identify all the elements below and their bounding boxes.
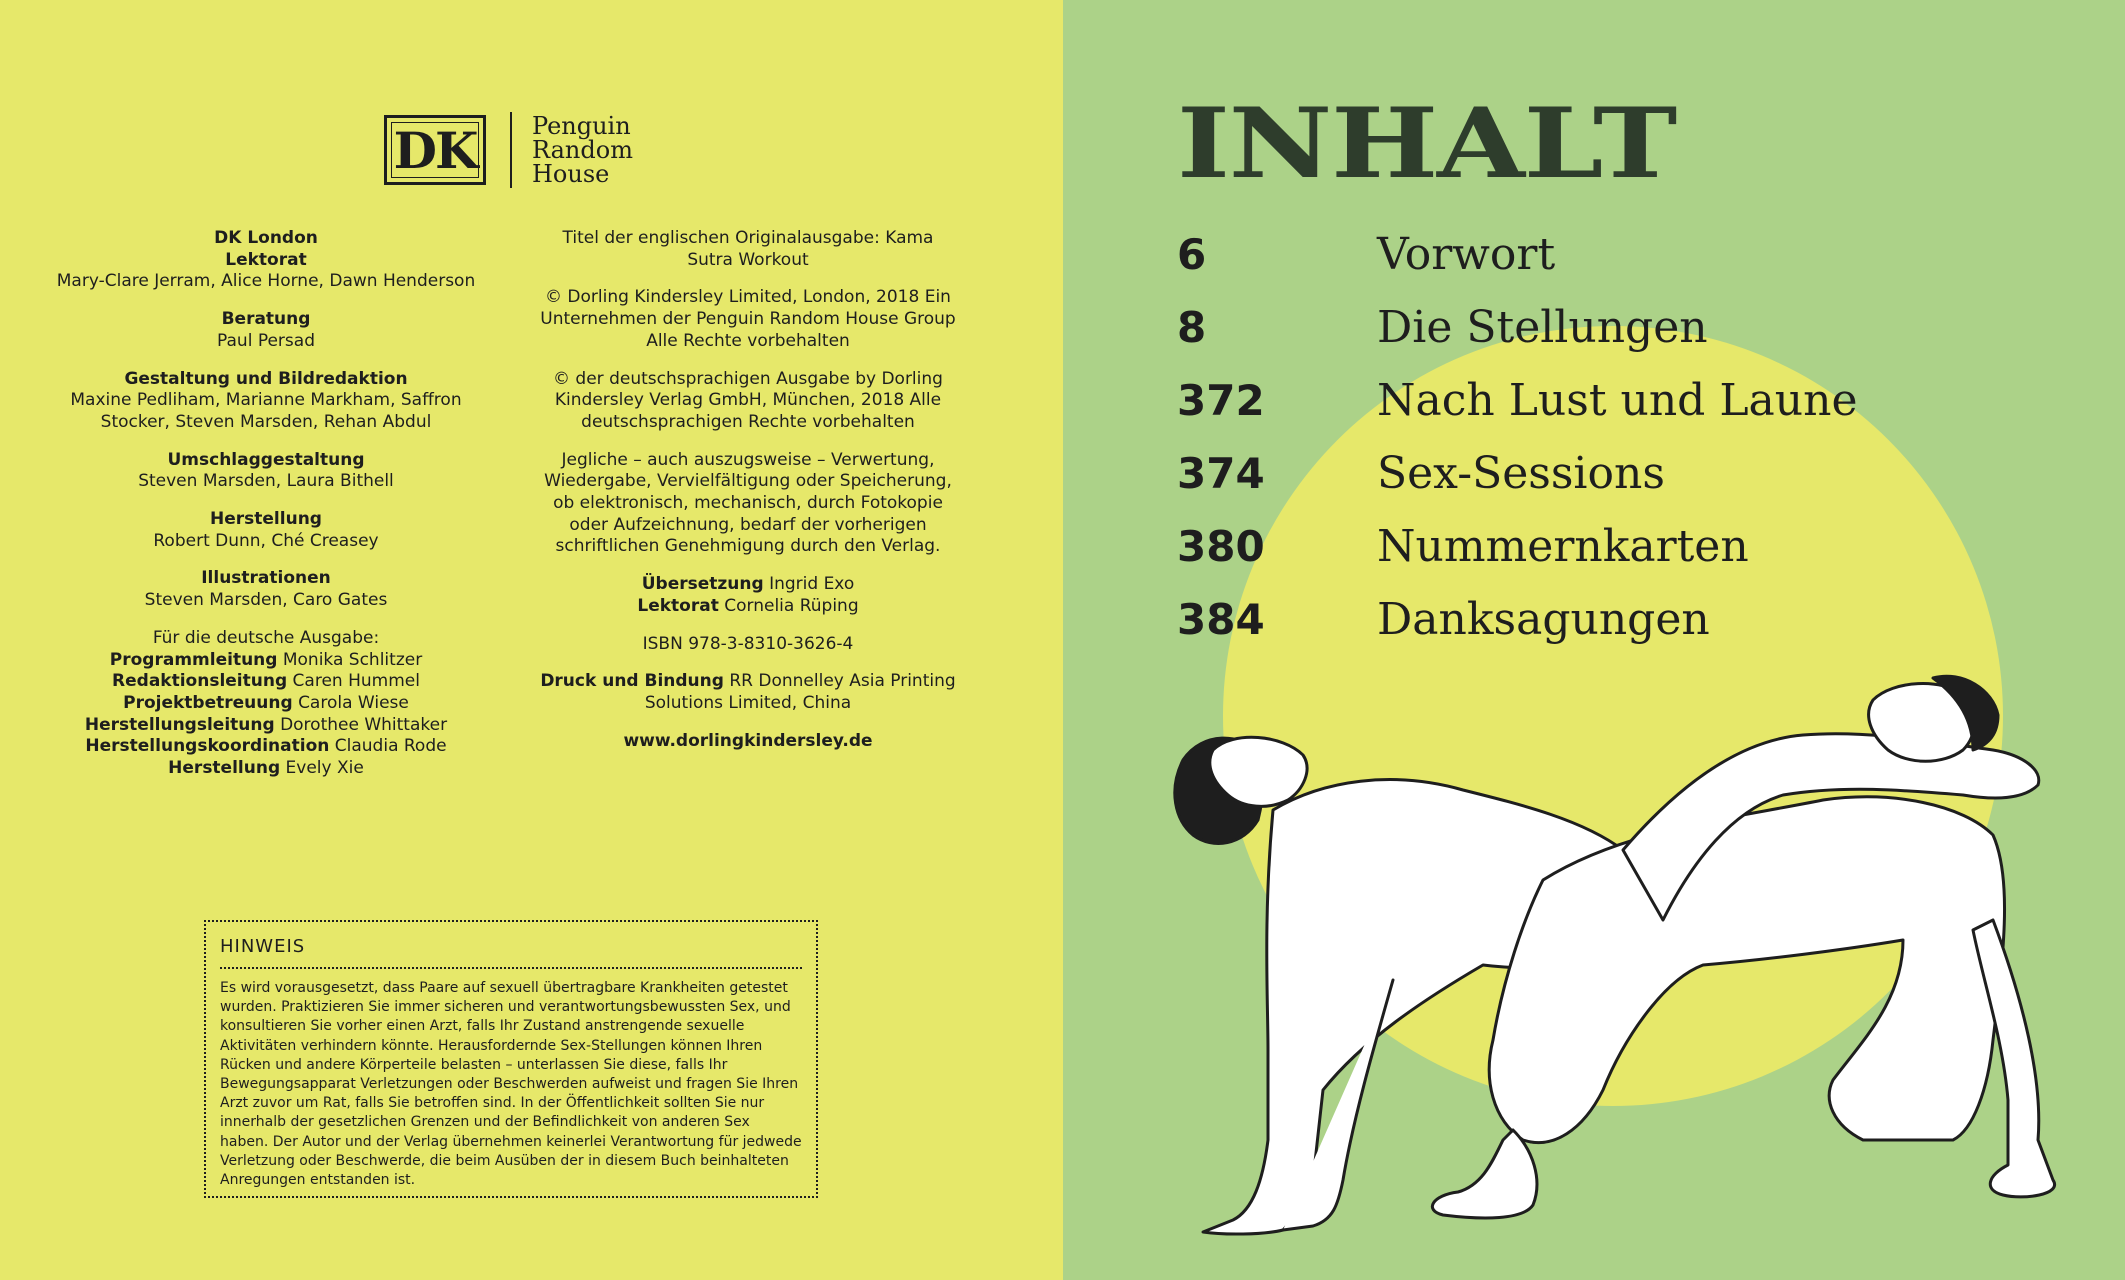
prh-line-2: Random (532, 136, 633, 164)
credit-line (50, 693, 482, 715)
isbn: ISBN 978-3-8310-3626-4 (642, 633, 854, 654)
penguin-random-house-wordmark (532, 114, 633, 186)
toc-page-number: 384 (1177, 595, 1265, 644)
credit-role: Übersetzung (641, 574, 764, 595)
credit-deutsche-ausgabe (50, 628, 482, 780)
credit-name: Claudia Rode (334, 736, 447, 757)
toc-label: Nach Lust und Laune (1377, 375, 1858, 426)
copyright-german: © der deutschsprachigen Ausgabe by Dorling Kindersley Verlag GmbH, München, 2018 Alle deutschsprachigen Rechte vorbehalten (553, 368, 943, 432)
copyright-english: © Dorling Kindersley Limited, London, 2018 Ein Unternehmen der Penguin Random House Group Alle Rechte vorbehalten (540, 287, 956, 351)
credit-dk-london (50, 228, 482, 293)
credit-line (50, 715, 482, 737)
credit-illustrationen (50, 568, 482, 611)
prh-line-1: Penguin (532, 112, 631, 140)
credit-line (50, 650, 482, 672)
printing-credit (538, 671, 958, 714)
credit-lektorat-label: Lektorat (225, 249, 307, 270)
toc-label: Sex-Sessions (1377, 448, 1665, 499)
credit-umschlag-names: Steven Marsden, Laura Bithell (138, 471, 394, 492)
credit-beratung-names: Paul Persad (217, 330, 315, 351)
credit-herstellung-label: Herstellung (210, 509, 322, 530)
credit-role: Programmleitung (109, 649, 278, 670)
toc-page-number: 374 (1177, 449, 1265, 498)
couple-illustration (1063, 620, 2125, 1280)
credit-role: Druck und Bindung (540, 671, 724, 692)
credit-herstellung (50, 509, 482, 552)
contents-title: INHALT (1177, 87, 1677, 200)
credit-line (538, 574, 958, 596)
right-page-contents (1063, 0, 2125, 1280)
dk-logo-text: DK (393, 120, 477, 180)
logo-divider (510, 112, 512, 188)
credit-role: Projektbetreuung (123, 692, 293, 713)
credit-role: Herstellung (168, 758, 281, 779)
rights-notice: Jegliche – auch auszugsweise – Verwertung, Wiedergabe, Vervielfältigung oder Speicherung, ob elektronisch, mechanisch, durch Fotokopie oder Aufzeichnung, bedarf der vorherigen schriftlichen Genehmigung durch den Verlag. (544, 449, 952, 557)
dk-logo-mark (384, 115, 486, 185)
notice-title: HINWEIS (220, 936, 306, 957)
credit-name: RR Donnelley Asia Printing Solutions Limited, China (644, 671, 956, 713)
credit-name: Evely Xie (285, 758, 364, 779)
translation-credits (538, 574, 958, 617)
notice-text: Es wird vorausgesetzt, dass Paare auf sexuell übertragbare Krankheiten getestet wurden. Praktizieren Sie immer sicheren und verantwortungsbewussten Sex, und konsultieren Sie vorher einen Arzt, falls Ihr Zustand anstrengende sexuelle Aktivitäten verhindern könnte. Herausfordernde Sex-Stellungen können Ihren Rücken und andere Körperteile belasten – unterlassen Sie diese, falls Ihr Bewegungsapparat Verletzungen oder Beschwerden aufweist und fragen Sie Ihren Arzt zuvor um Rat, falls Sie betroffen sind. In der Öffentlichkeit sollten Sie nur innerhalb der gesetzlichen Grenzen und der Befindlichkeit von anderen Sex haben. Der Autor und der Verlag übernehmen keinerlei Verantwortung für jedwede Verletzung oder Beschwerde, die beim Ausüben der in diesem Buch beinhalteten Anregungen entstanden ist. (220, 980, 802, 1189)
credit-line (538, 596, 958, 618)
credit-beratung (50, 309, 482, 352)
toc-page-number: 372 (1177, 376, 1265, 425)
credit-office: DK London (214, 228, 318, 248)
toc-page-number: 8 (1177, 303, 1207, 352)
figure-man-foot (1432, 1130, 1537, 1218)
toc-label: Danksagungen (1377, 594, 1710, 645)
credit-name: Dorothee Whittaker (280, 714, 448, 735)
original-title: Titel der englischen Originalausgabe: Kama Sutra Workout (562, 228, 934, 270)
website-link[interactable]: www.dorlingkindersley.de (623, 730, 873, 751)
credit-role: Redaktionsleitung (112, 671, 288, 692)
credit-lektorat-names: Mary-Clare Jerram, Alice Horne, Dawn Henderson (56, 271, 476, 292)
colophon-right-column (538, 228, 958, 768)
credit-line (50, 736, 482, 758)
credit-name: Ingrid Exo (769, 574, 855, 595)
credit-name: Caren Hummel (292, 671, 420, 692)
credit-gestaltung (50, 369, 482, 434)
credit-name: Carola Wiese (298, 692, 409, 713)
toc-page-number: 380 (1177, 522, 1265, 571)
credit-gestaltung-names: Maxine Pedliham, Marianne Markham, Saffron Stocker, Steven Marsden, Rehan Abdul (70, 390, 462, 432)
credit-role: Herstellungskoordination (85, 736, 330, 757)
credit-umschlag (50, 450, 482, 493)
prh-line-3: House (532, 160, 610, 188)
publisher-logo (384, 112, 633, 188)
credit-umschlag-label: Umschlaggestaltung (167, 449, 365, 470)
credit-name: Monika Schlitzer (282, 649, 423, 670)
credit-line (50, 671, 482, 693)
credit-gestaltung-label: Gestaltung und Bildredaktion (124, 368, 408, 389)
notice-divider (220, 967, 802, 969)
notice-box (204, 920, 818, 1198)
credit-illustrationen-names: Steven Marsden, Caro Gates (144, 590, 388, 611)
credit-deutsche-intro: Für die deutsche Ausgabe: (152, 627, 380, 648)
colophon-left-column (50, 228, 482, 796)
toc-page-number: 6 (1177, 230, 1207, 279)
credit-beratung-label: Beratung (221, 309, 311, 330)
credit-name: Cornelia Rüping (724, 595, 859, 616)
toc-label: Die Stellungen (1377, 302, 1708, 353)
credit-illustrationen-label: Illustrationen (201, 568, 331, 589)
credit-line (50, 758, 482, 780)
toc-label: Nummernkarten (1377, 521, 1749, 572)
credit-role: Lektorat (637, 595, 719, 616)
credit-role: Herstellungsleitung (84, 714, 275, 735)
credit-herstellung-names: Robert Dunn, Ché Creasey (153, 530, 379, 551)
toc-label: Vorwort (1377, 229, 1556, 280)
